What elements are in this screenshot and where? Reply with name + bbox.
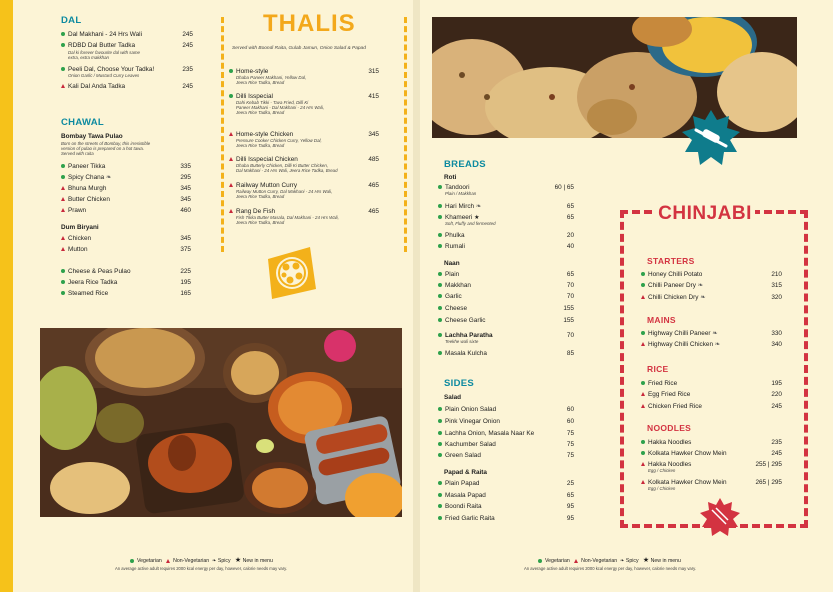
menu-item: Mutton	[61, 246, 88, 254]
chinjabi-heading: CHINJABI	[655, 203, 755, 229]
menu-item: Dal Makhani - 24 Hrs Wali	[61, 31, 142, 39]
chawal-heading: CHAWAL	[61, 117, 104, 128]
menu-price: 345	[180, 185, 191, 192]
chili-icon: ❧	[212, 558, 217, 564]
menu-item: Cheese & Peas Pulao	[61, 268, 131, 276]
legend: Vegetarian Non-Vegetarian ❧ Spicy ★ New in menu	[130, 556, 273, 564]
menu-item: Garlic	[438, 293, 462, 301]
menu-item: Rang De Fish	[229, 208, 275, 216]
menu-price: 65	[566, 203, 574, 210]
menu-price: 265 | 295	[755, 479, 782, 486]
menu-price: 75	[566, 430, 574, 437]
item-description: Fish Tikka Butter Masala, Dal Makhani - 24 Hrs Wali,	[236, 215, 339, 220]
menu-item: Honey Chilli Potato	[641, 271, 702, 279]
menu-price: 245	[771, 450, 782, 457]
menu-item: Lachha Onion, Masala Naar Ke	[438, 430, 534, 438]
breads-photo	[432, 17, 797, 138]
menu-item: Masala Kulcha	[438, 350, 487, 358]
menu-price: 335	[180, 163, 191, 170]
menu-item: Bhuna Murgh	[61, 185, 106, 193]
left-yellow-edge	[0, 0, 13, 592]
menu-price: 340	[771, 341, 782, 348]
menu-item: Dilli Isspecial Chicken	[229, 156, 298, 164]
calorie-note: An average active adult requires 2000 kcal energy per day, however, calorie needs may vary.	[524, 566, 697, 571]
item-description: Jeera Rice Tadka, Bread	[236, 220, 285, 225]
item-description: Dal ki forever favourite dal with same extra, extra makkhan	[68, 50, 140, 61]
item-description: Served with raita	[61, 151, 94, 156]
menu-price: 70	[566, 332, 574, 339]
item-description: Egg / Chicken	[648, 468, 676, 473]
thali-plate-icon	[262, 245, 320, 301]
menu-price: 70	[566, 293, 574, 300]
menu-price: 485	[368, 156, 379, 163]
item-description: Plain / Makkhan	[445, 191, 477, 196]
menu-item: Chilli Chicken Dry ❧	[641, 294, 706, 302]
menu-price: 330	[771, 330, 782, 337]
menu-price: 295	[180, 174, 191, 181]
menu-price: 20	[566, 232, 574, 239]
menu-item: Prawn	[61, 207, 86, 215]
menu-price: 155	[563, 305, 574, 312]
menu-price: 95	[566, 515, 574, 522]
legend: Vegetarian Non-Vegetarian ❧ Spicy ★ New in menu	[538, 556, 681, 564]
item-description: Dhaba Butterly Chicken, Dilli Ki Butter Chicken,	[236, 163, 328, 168]
dal-heading: DAL	[61, 15, 82, 26]
menu-item: Hari Mirch ❧	[438, 203, 481, 211]
menu-item: Chilli Paneer Dry ❧	[641, 282, 703, 290]
menu-item: Chicken	[61, 235, 91, 243]
menu-price: 345	[180, 196, 191, 203]
menu-item: Chicken Fried Rice	[641, 403, 702, 411]
menu-price: 40	[566, 243, 574, 250]
starters-heading: STARTERS	[647, 256, 695, 266]
menu-price: 95	[566, 503, 574, 510]
menu-price: 235	[182, 66, 193, 73]
menu-item: Dilli Isspecial	[229, 93, 273, 101]
biryani-title: Dum Biryani	[61, 224, 99, 231]
item-description: Dhaba Paneer Makhani, Yellow Dal,	[236, 75, 307, 80]
menu-price: 65	[566, 492, 574, 499]
menu-item: Jeera Rice Tadka	[61, 279, 117, 287]
menu-price: 245	[182, 31, 193, 38]
menu-price: 315	[771, 282, 782, 289]
menu-price: 345	[180, 235, 191, 242]
item-description: Dal Makhani - 24 Hrs Wali, Jeera Rice Tadka, Bread	[236, 168, 338, 173]
item-description: Soft, Fluffy and fermented	[445, 221, 496, 226]
menu-item: Railway Mutton Curry	[229, 182, 297, 190]
menu-item: Home-style	[229, 68, 268, 76]
menu-item: Kachumber Salad	[438, 441, 496, 449]
menu-price: 75	[566, 452, 574, 459]
item-description: version of pulao is prepared on a hot tawa.	[61, 146, 144, 151]
item-description: Teekhe wali sixte	[445, 339, 479, 344]
menu-item: Fried Garlic Raita	[438, 515, 495, 523]
menu-price: 75	[566, 441, 574, 448]
menu-price: 65	[566, 271, 574, 278]
menu-price: 235	[771, 439, 782, 446]
item-description: Onion Garlic / Mustard Curry Leaves	[68, 73, 140, 78]
menu-price: 415	[368, 93, 379, 100]
menu-item: Kali Dal Anda Tadka	[61, 83, 125, 91]
menu-item: Spicy Chana ❧	[61, 174, 111, 182]
item-description: Paneer Makhani - Dal Makhani - 24 Hrs Wali,	[236, 105, 325, 110]
menu-price: 465	[368, 182, 379, 189]
page-gutter	[413, 0, 420, 592]
menu-item: Pink Vinegar Onion	[438, 418, 500, 426]
item-description: Egg / Chicken	[648, 486, 676, 491]
menu-price: 320	[771, 294, 782, 301]
menu-price: 220	[771, 391, 782, 398]
menu-item: Hakka Noodles	[641, 461, 691, 469]
menu-price: 60	[566, 406, 574, 413]
item-description: Railway Mutton Curry, Dal Makhani - 24 Hrs Wali,	[236, 189, 333, 194]
food-spread-photo	[40, 328, 402, 517]
menu-item: Cheese	[438, 305, 467, 313]
menu-item: Plain Papad	[438, 480, 479, 488]
calorie-note: An average active adult requires 2000 kcal energy per day, however, calorie needs may vary.	[115, 566, 288, 571]
star-icon: ★	[234, 557, 242, 564]
menu-price: 85	[566, 350, 574, 357]
papad-title: Papad & Raita	[444, 469, 487, 476]
menu-item: Kolkata Hawker Chow Mein	[641, 450, 727, 458]
menu-price: 225	[180, 268, 191, 275]
star-icon: ★	[642, 557, 650, 564]
menu-item: Highway Chilli Paneer ❧	[641, 330, 718, 338]
menu-price: 245	[182, 42, 193, 49]
menu-item: Fried Rice	[641, 380, 677, 388]
menu-price: 245	[182, 83, 193, 90]
menu-price: 65	[566, 214, 574, 221]
menu-item: Steamed Rice	[61, 290, 108, 298]
menu-item: Kolkata Hawker Chow Mein	[641, 479, 727, 487]
menu-item: Plain	[438, 271, 459, 279]
menu-item: Highway Chilli Chicken ❧	[641, 341, 720, 349]
thalis-heading: THALIS	[263, 10, 349, 40]
rolling-pin-badge-icon	[682, 110, 740, 165]
menu-item: Plain Onion Salad	[438, 406, 496, 414]
menu-item: Rumali	[438, 243, 465, 251]
menu-price: 195	[771, 380, 782, 387]
thalis-subtitle: Served with Boondi Raita, Gulab Jamun, Onion Salad & Papad	[232, 46, 366, 51]
menu-item: Butter Chicken	[61, 196, 110, 204]
menu-item: Home-style Chicken	[229, 131, 293, 139]
menu-price: 165	[180, 290, 191, 297]
noodles-heading: NOODLES	[647, 423, 692, 433]
menu-price: 195	[180, 279, 191, 286]
menu-item: Khameeri ★	[438, 214, 480, 223]
item-description: Jeera Rice Tadka, Bread	[236, 80, 285, 85]
menu-item: Tandoori	[438, 184, 470, 192]
rice-heading: RICE	[647, 364, 669, 374]
menu-price: 210	[771, 271, 782, 278]
tawa-pulao-title: Bombay Tawa Pulao	[61, 133, 123, 140]
menu-price: 255 | 295	[755, 461, 782, 468]
item-description: Dahi Kebab Tikki - Tava Fried, Dilli Ki	[236, 100, 309, 105]
menu-item: Boondi Raita	[438, 503, 482, 511]
menu-item: Green Salad	[438, 452, 481, 460]
menu-item: Makkhan	[438, 282, 471, 290]
menu-price: 70	[566, 282, 574, 289]
menu-price: 315	[368, 68, 379, 75]
menu-item: Phulka	[438, 232, 465, 240]
item-description: Jeera Rice Tadka, Bread	[236, 194, 285, 199]
menu-item: Cheese Garlic	[438, 317, 486, 325]
roti-title: Roti	[444, 174, 457, 181]
item-description: Jeera Rice Tadka, Bread	[236, 143, 285, 148]
menu-item: Peeli Dal, Choose Your Tadka!	[61, 66, 154, 74]
chili-icon: ❧	[620, 558, 625, 564]
item-description: Jeera Rice Tadka, Bread	[236, 110, 285, 115]
menu-item: Egg Fried Rice	[641, 391, 690, 399]
sides-heading: SIDES	[444, 378, 475, 389]
menu-item: Paneer Tikka	[61, 163, 105, 171]
menu-price: 60	[566, 418, 574, 425]
noodle-bowl-badge-icon	[700, 498, 740, 536]
menu-price: 245	[771, 403, 782, 410]
menu-item: Hakka Noodles	[641, 439, 691, 447]
menu-price: 25	[566, 480, 574, 487]
menu-price: 375	[180, 246, 191, 253]
mains-heading: MAINS	[647, 315, 676, 325]
menu-price: 460	[180, 207, 191, 214]
item-description: Pressure Cooker Chicken Curry, Yellow Dal,	[236, 138, 322, 143]
breads-heading: BREADS	[444, 159, 486, 170]
menu-price: 60 | 65	[554, 184, 574, 191]
naan-title: Naan	[444, 260, 460, 267]
menu-price: 155	[563, 317, 574, 324]
item-description: Born on the streets of Bombay, this irresistible	[61, 141, 151, 146]
salad-title: Salad	[444, 394, 462, 401]
menu-price: 465	[368, 208, 379, 215]
menu-price: 345	[368, 131, 379, 138]
menu-item: Lachha Paratha	[438, 332, 493, 340]
menu-item: Masala Papad	[438, 492, 486, 500]
menu-item: RDBD Dal Butter Tadka	[61, 42, 135, 50]
